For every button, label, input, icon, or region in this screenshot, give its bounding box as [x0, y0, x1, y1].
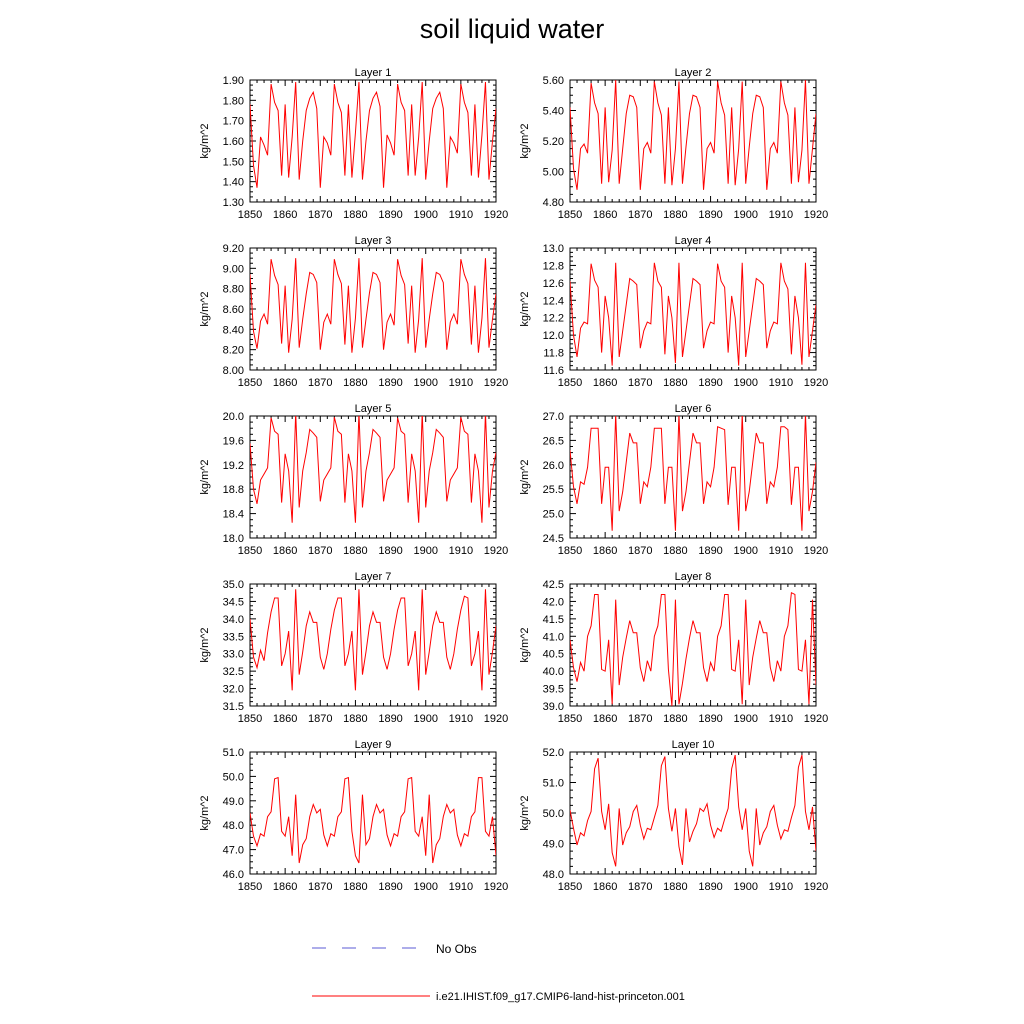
y-tick-label: 32.0 [222, 683, 244, 696]
x-tick-label: 1870 [628, 377, 653, 389]
y-tick-label: 49.0 [542, 838, 564, 851]
panel-title: Layer 1 [354, 67, 392, 79]
x-tick-label: 1900 [733, 377, 758, 389]
x-tick-label: 1880 [663, 545, 688, 557]
x-tick-label: 1850 [237, 545, 263, 557]
y-tick-label: 27.0 [542, 411, 564, 423]
panel-title: Layer 6 [674, 403, 712, 415]
x-tick-label: 1860 [592, 377, 618, 389]
x-tick-label: 1850 [557, 377, 583, 389]
y-tick-label: 13.0 [542, 243, 564, 255]
x-tick-label: 1870 [308, 713, 333, 725]
x-tick-label: 1920 [483, 377, 509, 389]
x-tick-label: 1890 [378, 209, 403, 221]
y-tick-label: 12.2 [542, 312, 564, 325]
y-tick-label: 26.5 [542, 435, 564, 448]
x-tick-label: 1860 [272, 209, 298, 221]
x-tick-label: 1870 [628, 209, 653, 221]
y-tick-label: 35.0 [222, 579, 244, 591]
x-tick-label: 1880 [663, 209, 688, 221]
y-tick-label: 40.0 [542, 666, 564, 679]
x-tick-label: 1910 [768, 377, 794, 389]
panel-title: Layer 8 [674, 571, 712, 583]
x-tick-label: 1920 [483, 713, 509, 725]
y-tick-label: 1.40 [222, 176, 244, 189]
y-tick-label: 1.30 [222, 197, 244, 209]
y-axis-label: kg/m^2 [199, 291, 211, 327]
y-tick-label: 39.5 [542, 683, 564, 696]
x-tick-label: 1910 [448, 545, 474, 557]
y-axis-label: kg/m^2 [519, 627, 531, 663]
x-tick-label: 1870 [308, 209, 333, 221]
x-tick-label: 1890 [378, 881, 403, 893]
x-tick-label: 1900 [733, 713, 758, 725]
x-tick-label: 1880 [343, 713, 368, 725]
x-tick-label: 1910 [768, 545, 794, 557]
y-tick-label: 42.5 [542, 579, 564, 591]
y-tick-label: 19.6 [222, 435, 244, 448]
y-axis-label: kg/m^2 [519, 459, 531, 495]
x-tick-label: 1900 [733, 209, 758, 221]
y-tick-label: 5.20 [542, 136, 564, 148]
panel-title: Layer 5 [354, 403, 392, 415]
y-tick-label: 50.0 [542, 808, 564, 820]
x-tick-label: 1850 [557, 545, 583, 557]
figure-title: soil liquid water [419, 14, 605, 44]
y-tick-label: 50.0 [222, 771, 244, 784]
x-tick-label: 1850 [557, 209, 583, 221]
legend-obs-label: No Obs [436, 942, 477, 956]
x-tick-label: 1920 [483, 545, 509, 557]
x-tick-label: 1880 [663, 881, 688, 893]
x-tick-label: 1860 [592, 881, 618, 893]
y-tick-label: 8.40 [222, 324, 244, 337]
y-tick-label: 8.20 [222, 344, 244, 357]
x-tick-label: 1880 [663, 377, 688, 389]
x-tick-label: 1910 [768, 209, 794, 221]
y-tick-label: 25.5 [542, 484, 564, 497]
y-tick-label: 52.0 [542, 747, 564, 759]
x-tick-label: 1870 [308, 881, 333, 893]
y-tick-label: 1.70 [222, 115, 244, 128]
x-tick-label: 1850 [557, 881, 583, 893]
x-tick-label: 1860 [272, 713, 298, 725]
y-tick-label: 51.0 [542, 777, 564, 790]
x-tick-label: 1890 [378, 713, 403, 725]
y-tick-label: 48.0 [222, 820, 244, 833]
y-tick-label: 40.5 [542, 648, 564, 661]
y-tick-label: 33.0 [222, 648, 244, 661]
y-axis-label: kg/m^2 [519, 123, 531, 159]
y-tick-label: 51.0 [222, 747, 244, 759]
y-tick-label: 33.5 [222, 631, 244, 644]
y-tick-label: 34.0 [222, 613, 244, 626]
x-tick-label: 1920 [483, 209, 509, 221]
x-tick-label: 1910 [448, 881, 474, 893]
y-tick-label: 32.5 [222, 666, 244, 679]
x-tick-label: 1910 [448, 377, 474, 389]
y-tick-label: 12.4 [542, 295, 564, 308]
x-tick-label: 1870 [628, 881, 653, 893]
y-tick-label: 1.60 [222, 136, 244, 148]
y-tick-label: 48.0 [542, 869, 564, 881]
x-tick-label: 1920 [483, 881, 509, 893]
y-tick-label: 25.0 [542, 508, 564, 521]
x-tick-label: 1860 [272, 377, 298, 389]
x-tick-label: 1850 [237, 209, 263, 221]
y-tick-label: 5.00 [542, 166, 564, 179]
panel-title: Layer 4 [674, 235, 712, 247]
y-axis-label: kg/m^2 [199, 123, 211, 159]
panel-title: Layer 2 [674, 67, 712, 79]
y-axis-label: kg/m^2 [199, 795, 211, 831]
y-tick-label: 19.2 [222, 459, 244, 472]
y-axis-label: kg/m^2 [519, 795, 531, 831]
x-tick-label: 1910 [448, 713, 474, 725]
y-tick-label: 49.0 [222, 795, 244, 808]
x-tick-label: 1860 [272, 545, 298, 557]
y-tick-label: 1.50 [222, 156, 244, 169]
x-tick-label: 1920 [803, 881, 829, 893]
x-tick-label: 1900 [413, 545, 438, 557]
y-tick-label: 9.00 [222, 263, 244, 276]
x-tick-label: 1910 [448, 209, 474, 221]
x-tick-label: 1880 [343, 377, 368, 389]
y-tick-label: 9.20 [222, 243, 244, 255]
y-tick-label: 12.0 [542, 330, 564, 343]
y-tick-label: 5.40 [542, 105, 564, 118]
x-tick-label: 1920 [803, 209, 829, 221]
x-tick-label: 1910 [768, 713, 794, 725]
y-tick-label: 1.80 [222, 95, 244, 108]
x-tick-label: 1880 [343, 545, 368, 557]
y-tick-label: 11.8 [543, 347, 564, 360]
y-tick-label: 8.80 [222, 283, 244, 296]
panel-title: Layer 3 [354, 235, 392, 247]
y-tick-label: 34.5 [222, 596, 244, 609]
y-tick-label: 18.4 [222, 508, 244, 521]
x-tick-label: 1900 [413, 713, 438, 725]
x-tick-label: 1850 [557, 713, 583, 725]
x-tick-label: 1900 [413, 377, 438, 389]
y-tick-label: 18.0 [222, 533, 244, 545]
x-tick-label: 1920 [803, 377, 829, 389]
y-tick-label: 8.00 [222, 365, 244, 377]
y-tick-label: 20.0 [222, 411, 244, 423]
y-tick-label: 24.5 [542, 533, 564, 545]
x-tick-label: 1880 [343, 209, 368, 221]
x-tick-label: 1890 [378, 377, 403, 389]
y-tick-label: 18.8 [222, 484, 244, 497]
x-tick-label: 1880 [663, 713, 688, 725]
x-tick-label: 1860 [592, 545, 618, 557]
y-tick-label: 39.0 [542, 701, 564, 713]
x-tick-label: 1900 [733, 545, 758, 557]
x-tick-label: 1890 [698, 209, 723, 221]
y-tick-label: 31.5 [222, 701, 244, 713]
y-tick-label: 5.60 [542, 75, 564, 87]
y-tick-label: 42.0 [542, 596, 564, 609]
y-tick-label: 12.6 [542, 277, 564, 290]
x-tick-label: 1890 [698, 377, 723, 389]
x-tick-label: 1870 [628, 713, 653, 725]
x-tick-label: 1870 [308, 377, 333, 389]
y-axis-label: kg/m^2 [519, 291, 531, 327]
x-tick-label: 1860 [592, 713, 618, 725]
panel-title: Layer 10 [671, 739, 715, 751]
y-tick-label: 41.5 [542, 613, 564, 626]
x-tick-label: 1900 [413, 881, 438, 893]
x-tick-label: 1890 [378, 545, 403, 557]
y-tick-label: 11.6 [543, 365, 564, 377]
x-tick-label: 1890 [698, 545, 723, 557]
y-tick-label: 26.0 [542, 459, 564, 472]
y-tick-label: 41.0 [542, 631, 564, 644]
x-tick-label: 1850 [237, 377, 263, 389]
y-tick-label: 47.0 [222, 844, 244, 857]
x-tick-label: 1910 [768, 881, 794, 893]
y-axis-label: kg/m^2 [199, 459, 211, 495]
x-tick-label: 1870 [308, 545, 333, 557]
x-tick-label: 1920 [803, 713, 829, 725]
x-tick-label: 1850 [237, 881, 263, 893]
legend-model-label: i.e21.IHIST.f09_g17.CMIP6-land-hist-princeton.001 [436, 991, 685, 1003]
x-tick-label: 1900 [413, 209, 438, 221]
x-tick-label: 1850 [237, 713, 263, 725]
x-tick-label: 1870 [628, 545, 653, 557]
x-tick-label: 1890 [698, 881, 723, 893]
panel-title: Layer 7 [354, 571, 392, 583]
y-axis-label: kg/m^2 [199, 627, 211, 663]
x-tick-label: 1860 [592, 209, 618, 221]
x-tick-label: 1860 [272, 881, 298, 893]
y-tick-label: 8.60 [222, 304, 244, 316]
y-tick-label: 1.90 [222, 75, 244, 87]
panel-title: Layer 9 [354, 739, 392, 751]
y-tick-label: 4.80 [542, 197, 564, 209]
y-tick-label: 46.0 [222, 869, 244, 881]
y-tick-label: 12.8 [542, 260, 564, 273]
x-tick-label: 1900 [733, 881, 758, 893]
x-tick-label: 1890 [698, 713, 723, 725]
x-tick-label: 1920 [803, 545, 829, 557]
x-tick-label: 1880 [343, 881, 368, 893]
